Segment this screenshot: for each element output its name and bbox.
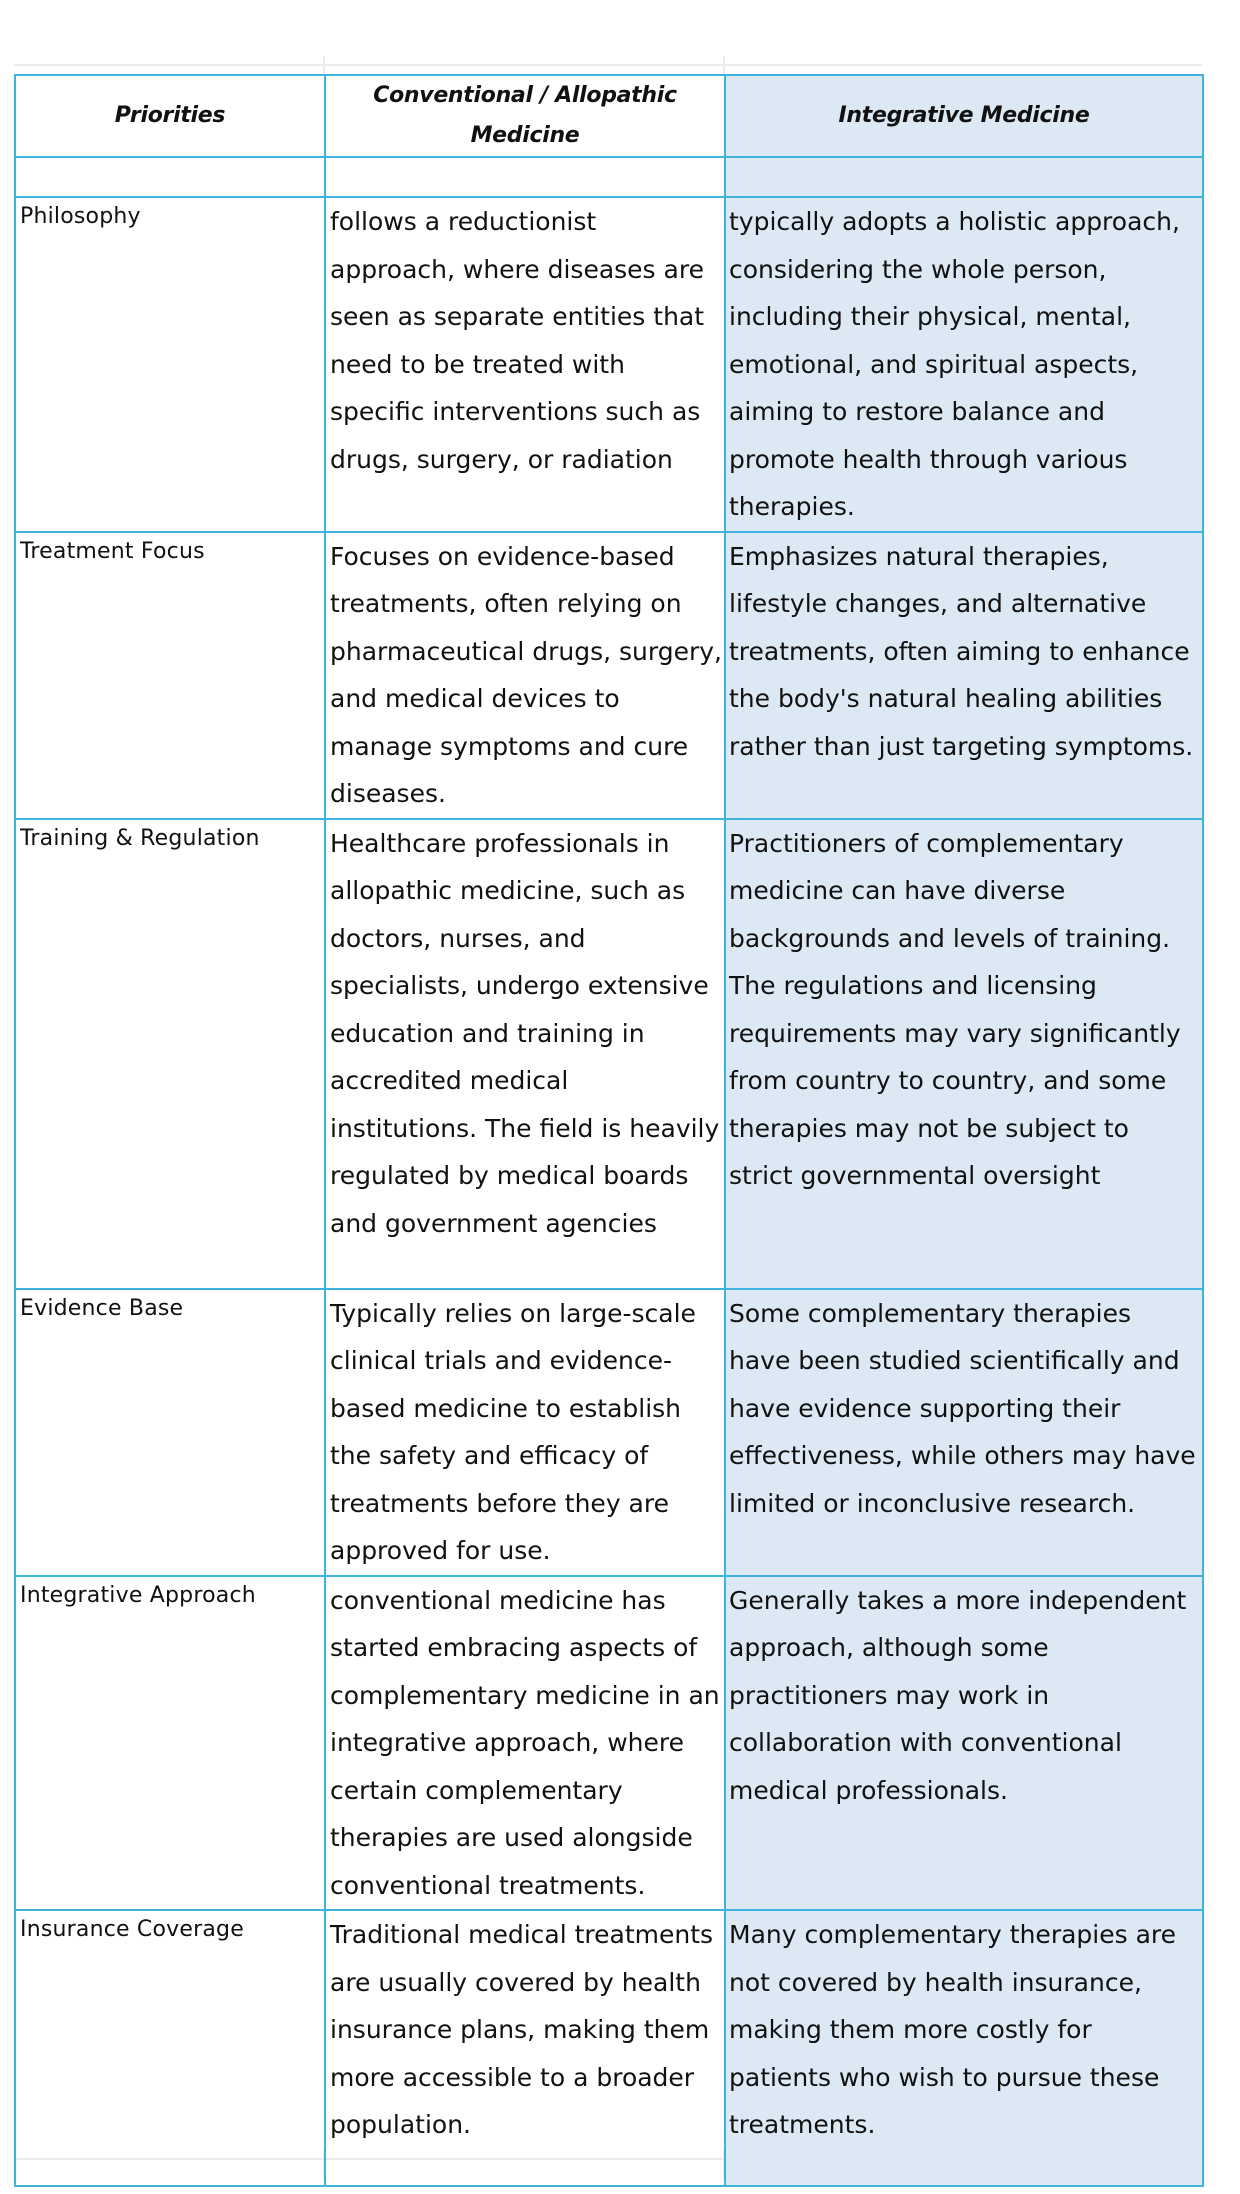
table-row-insurance-coverage: [15, 1910, 1203, 2186]
conventional-cell[interactable]: Focuses on evidence-based treatments, often relying on pharmaceutical drugs, surgery, and medical devices to manage symptoms and cure diseases.: [325, 532, 725, 819]
comparison-table: [14, 74, 1204, 2187]
table-row-treatment-focus: [15, 532, 1203, 819]
row-label-cell[interactable]: Treatment Focus: [15, 532, 325, 819]
integrative-cell[interactable]: Emphasizes natural therapies, lifestyle changes, and alternative treatments, often aiming to enhance the body's natural healing abilities rather than just targeting symptoms.: [725, 532, 1203, 819]
empty-cell[interactable]: [725, 157, 1203, 197]
row-label-cell[interactable]: Philosophy: [15, 197, 325, 532]
integrative-cell[interactable]: typically adopts a holistic approach, considering the whole person, including their physical, mental, emotional, and spiritual aspects, aiming to restore balance and promote health through various therapies.: [725, 197, 1203, 532]
header-integrative[interactable]: Integrative Medicine: [725, 75, 1203, 157]
integrative-cell[interactable]: Many complementary therapies are not covered by health insurance, making them more costly for patients who wish to pursue these treatments.: [725, 1910, 1203, 2186]
conventional-cell[interactable]: follows a reductionist approach, where diseases are seen as separate entities that need to be treated with specific interventions such as drugs, surgery, or radiation: [325, 197, 725, 532]
row-label-cell[interactable]: Insurance Coverage: [15, 1910, 325, 2186]
table-row-philosophy: [15, 197, 1203, 532]
conventional-cell[interactable]: Traditional medical treatments are usually covered by health insurance plans, making them more accessible to a broader population.: [325, 1910, 725, 2186]
sheet-gridline: [14, 64, 1202, 66]
sheet-gridline: [323, 56, 325, 76]
conventional-cell[interactable]: Typically relies on large-scale clinical trials and evidence-based medicine to establish the safety and efficacy of treatments before they are approved for use.: [325, 1289, 725, 1576]
integrative-cell[interactable]: Practitioners of complementary medicine can have diverse backgrounds and levels of training. The regulations and licensing requirements may vary significantly from country to country, and some therapies may not be subject to strict governmental oversight: [725, 819, 1203, 1289]
table-row-integrative-approach: [15, 1576, 1203, 1911]
conventional-cell[interactable]: Healthcare professionals in allopathic medicine, such as doctors, nurses, and specialists, undergo extensive education and training in accredited medical institutions. The field is heavily regulated by medical boards and government agencies: [325, 819, 725, 1289]
header-row: [15, 75, 1203, 157]
row-label-cell[interactable]: Integrative Approach: [15, 1576, 325, 1911]
empty-cell[interactable]: [15, 157, 325, 197]
header-priorities[interactable]: Priorities: [15, 75, 325, 157]
conventional-cell[interactable]: conventional medicine has started embracing aspects of complementary medicine in an integrative approach, where certain complementary therapies are used alongside conventional treatments.: [325, 1576, 725, 1911]
row-label-cell[interactable]: Evidence Base: [15, 1289, 325, 1576]
row-label-cell[interactable]: Training & Regulation: [15, 819, 325, 1289]
integrative-cell[interactable]: Generally takes a more independent approach, although some practitioners may work in collaboration with conventional medical professionals.: [725, 1576, 1203, 1911]
table-row-evidence-base: [15, 1289, 1203, 1576]
table-row-training-regulation: [15, 819, 1203, 1289]
sheet-gridline: [723, 56, 725, 76]
integrative-cell[interactable]: Some complementary therapies have been studied scientifically and have evidence supporting their effectiveness, while others may have limited or inconclusive research.: [725, 1289, 1203, 1576]
empty-cell[interactable]: [325, 157, 725, 197]
header-conventional[interactable]: Conventional / Allopathic Medicine: [325, 75, 725, 157]
empty-row: [15, 157, 1203, 197]
